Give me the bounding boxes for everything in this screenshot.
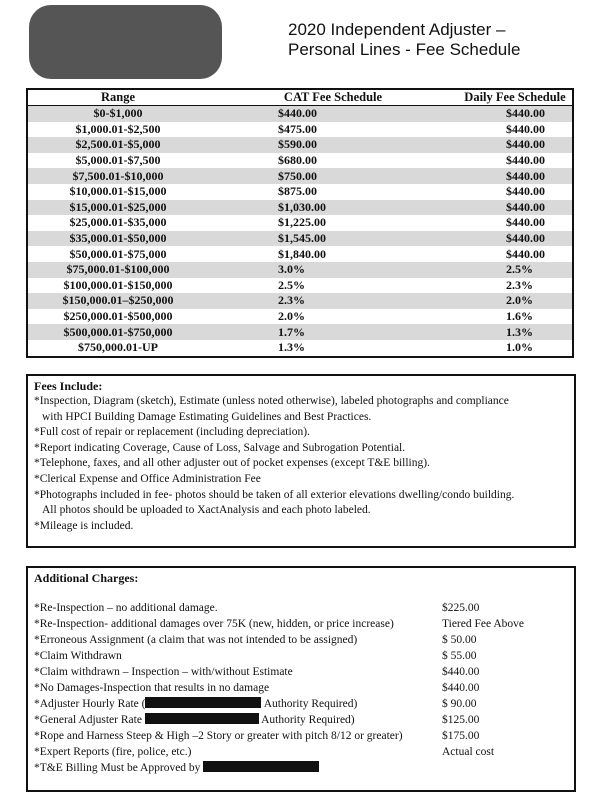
range-cell: $2,500.01-$5,000 <box>27 137 208 153</box>
fees-include-line: *Full cost of repair or replacement (including depreciation). <box>34 426 310 439</box>
redacted-logo <box>29 5 222 79</box>
cat-fee-cell: $1,225.00 <box>278 215 326 230</box>
fees-include-line: All photos should be uploaded to XactAnalysis and each photo labeled. <box>42 504 371 517</box>
range-cell: $15,000.01-$25,000 <box>27 200 208 216</box>
table-header-row <box>27 89 573 106</box>
charge-label: *Expert Reports (fire, police, etc.) <box>34 746 192 758</box>
charge-row <box>28 664 574 680</box>
charge-row <box>28 632 574 648</box>
charge-label-prefix: *T&E Billing Must be Approved by <box>34 762 201 774</box>
range-cell: $25,000.01-$35,000 <box>69 215 167 230</box>
cat-fee-cell: 2.0% <box>278 309 305 324</box>
cat-fee-cell: 2.5% <box>278 277 305 292</box>
daily-fee-cell: $440.00 <box>506 184 545 199</box>
redaction-bar <box>203 761 319 772</box>
table-row <box>27 324 573 340</box>
table-row <box>27 309 573 325</box>
cat-fee-cell: $590.00 <box>208 137 458 153</box>
fees-include-line: *Mileage is included. <box>34 519 134 532</box>
charge-label: *No Damages-Inspection that results in no damage <box>34 682 270 694</box>
charge-amount: $175.00 <box>442 730 480 742</box>
range-cell: $750,000.01-UP <box>78 340 158 355</box>
cat-fee-cell: $750.00 <box>208 168 458 184</box>
daily-fee-cell: $440.00 <box>506 246 545 261</box>
range-cell: $0-$1,000 <box>27 106 208 122</box>
table-row <box>27 168 573 184</box>
cat-fee-cell: 3.0% <box>208 262 458 278</box>
charge-row <box>28 760 574 776</box>
table-row <box>27 153 573 169</box>
charge-amount: $225.00 <box>442 602 480 614</box>
fees-include-box <box>26 374 576 548</box>
range-cell: $150,000.01–$250,000 <box>27 293 208 309</box>
cat-fee-cell: 1.3% <box>278 340 305 355</box>
range-cell: $500,000.01-$750,000 <box>27 324 208 340</box>
charge-label-prefix: *Adjuster Hourly Rate ( <box>34 698 146 710</box>
fees-include-line: *Clerical Expense and Office Administration Fee <box>34 472 261 485</box>
daily-fee-cell: 2.0% <box>458 293 573 309</box>
charge-row <box>28 712 574 728</box>
range-cell: $5,000.01-$7,500 <box>75 153 161 168</box>
header-cat-fee: CAT Fee Schedule <box>208 89 458 106</box>
charge-amount: Tiered Fee Above <box>442 618 524 630</box>
charge-row <box>28 680 574 696</box>
charge-amount: $ 90.00 <box>442 698 477 710</box>
charge-amount: $440.00 <box>442 682 480 694</box>
table-row <box>27 246 573 262</box>
daily-fee-cell: $440.00 <box>458 231 573 247</box>
cat-fee-cell: 2.3% <box>208 293 458 309</box>
cat-fee-cell: 1.7% <box>208 324 458 340</box>
cat-fee-cell: $1,030.00 <box>208 200 458 216</box>
charge-amount: $440.00 <box>442 666 480 678</box>
cat-fee-cell: $875.00 <box>278 184 317 199</box>
cat-fee-cell: $440.00 <box>208 106 458 122</box>
daily-fee-cell: 2.5% <box>458 262 573 278</box>
charge-amount: $125.00 <box>442 714 480 726</box>
table-row <box>27 137 573 153</box>
title-line-1: 2020 Independent Adjuster – <box>288 20 506 39</box>
fees-include-line: *Inspection, Diagram (sketch), Estimate (unless noted otherwise), labeled photographs and compliance <box>34 395 509 407</box>
fee-schedule-table <box>26 88 574 358</box>
daily-fee-cell: 1.6% <box>506 309 533 324</box>
daily-fee-cell: $440.00 <box>506 215 545 230</box>
charge-row <box>28 728 574 744</box>
cat-fee-cell: $1,545.00 <box>208 231 458 247</box>
range-cell: $7,500.01-$10,000 <box>27 168 208 184</box>
daily-fee-cell: $440.00 <box>458 168 573 184</box>
cat-fee-cell: $680.00 <box>278 153 317 168</box>
charge-row <box>28 616 574 632</box>
charge-label-suffix: Authority Required) <box>263 698 358 710</box>
daily-fee-cell: $440.00 <box>458 137 573 153</box>
table-row <box>27 293 573 309</box>
charge-amount: $ 55.00 <box>442 650 477 662</box>
daily-fee-cell: $440.00 <box>506 121 545 136</box>
fees-include-title: Fees Include: <box>34 379 103 393</box>
title-line-2: Personal Lines - Fee Schedule <box>288 40 521 59</box>
fees-include-line: *Photographs included in fee- photos should be taken of all exterior elevations dwelling/condo building. <box>34 488 515 501</box>
charge-row <box>28 696 574 712</box>
table-row <box>27 215 573 231</box>
charge-row <box>28 648 574 664</box>
charge-row <box>28 744 574 760</box>
charge-label: *Erroneous Assignment (a claim that was not intended to be assigned) <box>34 634 358 646</box>
cat-fee-cell: $1,840.00 <box>278 246 326 261</box>
range-cell: $35,000.01-$50,000 <box>27 231 208 247</box>
table-row <box>27 106 573 122</box>
table-row <box>27 278 573 294</box>
daily-fee-cell: 1.3% <box>458 324 573 340</box>
charge-label: *Rope and Harness Steep & High –2 Story or greater with pitch 8/12 or greater) <box>34 730 403 742</box>
page-title <box>288 20 588 60</box>
fees-include-line: *Report indicating Coverage, Cause of Loss, Salvage and Subrogation Potential. <box>34 441 406 454</box>
charge-amount: $ 50.00 <box>442 634 477 646</box>
charge-label: *Re-Inspection – no additional damage. <box>34 602 218 614</box>
table-row <box>27 340 573 357</box>
range-cell: $75,000.01-$100,000 <box>27 262 208 278</box>
charge-label: *Claim Withdrawn <box>34 650 122 662</box>
additional-charges-box <box>26 566 576 792</box>
daily-fee-cell: $440.00 <box>458 200 573 216</box>
charge-label-prefix: *General Adjuster Rate <box>34 714 142 726</box>
range-cell: $10,000.01-$15,000 <box>69 184 167 199</box>
table-row <box>27 184 573 200</box>
daily-fee-cell: $440.00 <box>458 106 573 122</box>
daily-fee-cell: $440.00 <box>506 153 545 168</box>
cat-fee-cell: $475.00 <box>278 121 317 136</box>
charge-row <box>28 600 574 616</box>
charge-label: *Claim withdrawn – Inspection – with/without Estimate <box>34 666 293 678</box>
charge-label: *Re-Inspection- additional damages over 75K (new, hidden, or price increase) <box>34 618 394 630</box>
daily-fee-cell: 1.0% <box>506 340 533 355</box>
range-cell: $50,000.01-$75,000 <box>69 246 167 261</box>
redaction-bar <box>145 697 261 708</box>
fees-include-line: *Telephone, faxes, and all other adjuster out of pocket expenses (except T&E billing). <box>34 457 430 470</box>
range-cell: $1,000.01-$2,500 <box>75 121 161 136</box>
charge-label-suffix: Authority Required) <box>261 714 355 726</box>
redaction-bar <box>145 713 259 724</box>
header-range: Range <box>27 89 208 106</box>
table-row <box>27 262 573 278</box>
charge-amount: Actual cost <box>442 746 495 758</box>
header-daily-fee: Daily Fee Schedule <box>458 89 573 106</box>
table-row <box>27 122 573 138</box>
table-row <box>27 231 573 247</box>
daily-fee-cell: 2.3% <box>506 277 533 292</box>
table-row <box>27 200 573 216</box>
additional-charges-title: Additional Charges: <box>34 571 139 585</box>
range-cell: $250,000.01-$500,000 <box>63 309 173 324</box>
fees-include-line: with HPCI Building Damage Estimating Guidelines and Best Practices. <box>42 410 372 423</box>
range-cell: $100,000.01-$150,000 <box>63 277 173 292</box>
